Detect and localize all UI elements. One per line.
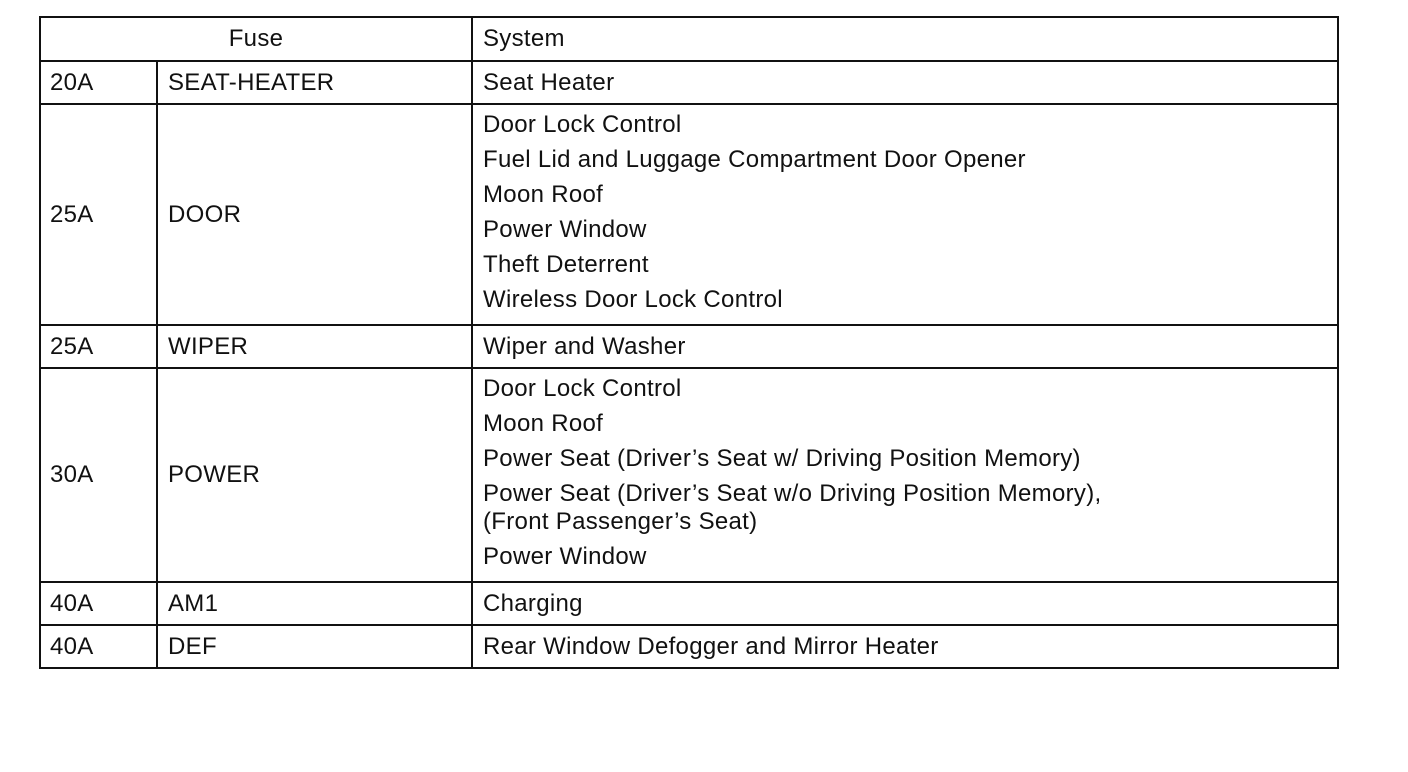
fuse-name: AM1 xyxy=(157,582,472,625)
system-list xyxy=(483,590,1337,618)
fuse-amperage: 40A xyxy=(40,582,157,625)
fuse-name: WIPER xyxy=(157,325,472,368)
fuse-amperage: 25A xyxy=(40,104,157,325)
header-row xyxy=(40,17,1338,61)
header-system: System xyxy=(472,17,1338,61)
table-row xyxy=(40,368,1338,582)
system-item: Power Window xyxy=(483,216,647,243)
system-list xyxy=(483,333,1337,361)
fuse-name: DOOR xyxy=(157,104,472,325)
fuse-systems xyxy=(472,368,1338,582)
system-list xyxy=(483,69,1337,97)
system-item xyxy=(483,480,1337,536)
system-item: Moon Roof xyxy=(483,410,604,437)
table-row xyxy=(40,582,1338,625)
fuse-table xyxy=(39,16,1339,669)
system-item: Theft Deterrent xyxy=(483,251,649,278)
fuse-amperage: 25A xyxy=(40,325,157,368)
system-item: Wiper and Washer xyxy=(483,332,686,360)
system-list xyxy=(483,111,1337,314)
system-item: Charging xyxy=(483,589,583,617)
system-item: Moon Roof xyxy=(483,181,604,208)
fuse-amperage: 30A xyxy=(40,368,157,582)
table-body xyxy=(40,61,1338,668)
table-row xyxy=(40,625,1338,668)
system-item: Fuel Lid and Luggage Compartment Door Opener xyxy=(483,146,1026,173)
table-row xyxy=(40,104,1338,325)
system-item: Rear Window Defogger and Mirror Heater xyxy=(483,632,939,660)
header-fuse: Fuse xyxy=(40,17,472,61)
system-list xyxy=(483,375,1337,571)
fuse-systems xyxy=(472,104,1338,325)
fuse-name: DEF xyxy=(157,625,472,668)
system-list xyxy=(483,633,1337,661)
system-item: Power Seat (Driver’s Seat w/ Driving Position Memory) xyxy=(483,445,1081,472)
fuse-systems xyxy=(472,61,1338,104)
fuse-amperage: 40A xyxy=(40,625,157,668)
system-item-line: Power Seat (Driver’s Seat w/o Driving Position Memory), xyxy=(483,480,1102,507)
system-item-line: (Front Passenger’s Seat) xyxy=(483,508,758,535)
system-item: Wireless Door Lock Control xyxy=(483,286,783,313)
system-item: Seat Heater xyxy=(483,68,615,96)
table-row xyxy=(40,61,1338,104)
fuse-name: POWER xyxy=(157,368,472,582)
system-item: Door Lock Control xyxy=(483,375,682,402)
system-item: Power Window xyxy=(483,543,647,570)
fuse-systems xyxy=(472,625,1338,668)
system-item: Door Lock Control xyxy=(483,111,682,138)
table-row xyxy=(40,325,1338,368)
fuse-amperage: 20A xyxy=(40,61,157,104)
fuse-name: SEAT-HEATER xyxy=(157,61,472,104)
fuse-systems xyxy=(472,582,1338,625)
fuse-systems xyxy=(472,325,1338,368)
